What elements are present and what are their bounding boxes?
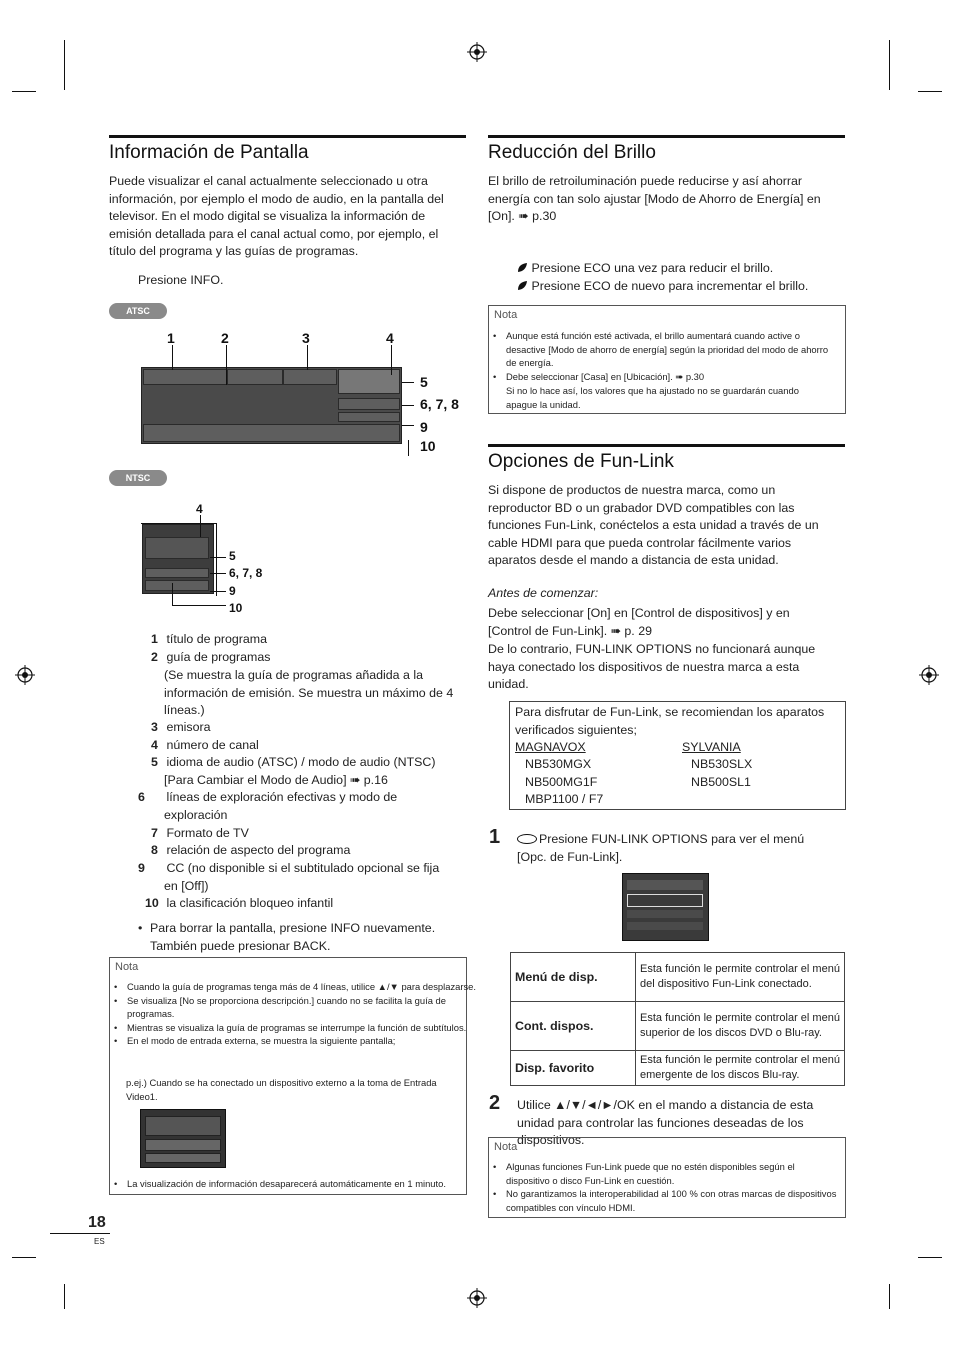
section-rule [488, 135, 845, 138]
brand-sylvania: SYLVANIA [682, 740, 741, 754]
model-item: NB530SLX [691, 757, 753, 771]
clear-screen-bullet: • Para borrar la pantalla, presione INFO nuevamente. También puede presionar BACK. [138, 921, 436, 953]
atsc-badge: ATSC [109, 303, 167, 319]
note-item: • Mientras se visualiza la guía de programas se interrumpe la función de subtítulos. [127, 1021, 477, 1035]
crop-mark [12, 1257, 36, 1258]
atsc-cc-cell [338, 412, 400, 422]
ntsc-audio-cell [145, 568, 209, 578]
note-title: Nota [115, 961, 139, 973]
note-item: • Aunque está función esté activada, el brillo aumentará cuando active o desactive [Modo de ahorro de energía] según la prioridad del modo de ahorro de energía. [506, 329, 841, 370]
note-item: • Algunas funciones Fun-Link puede que no estén disponibles según el dispositivo o disco Fun-Link en cuestión. [506, 1160, 841, 1187]
crop-mark [889, 40, 890, 90]
section-rule [109, 135, 466, 138]
step-1-number: 1 [489, 826, 501, 848]
atsc-guide-cell [227, 369, 283, 385]
info-note-box [109, 957, 476, 1195]
footer-rule [50, 1233, 110, 1234]
note-item-continued: Si no lo hace así, los valores que ha ajustado no se guardarán cuando apague la unidad. [506, 385, 799, 410]
list-item: 1 título de programa [151, 632, 268, 646]
crop-mark [64, 40, 65, 90]
list-item: 7 Formato de TV [151, 826, 249, 840]
crop-mark [918, 91, 942, 92]
model-item: NB530MGX [525, 757, 592, 771]
brillo-instruction-2: Presione ECO de nuevo para incrementar el brillo. [517, 278, 847, 296]
model-item: NB500MG1F [525, 775, 598, 789]
table-value: Esta función le permite controlar el menú superior de los discos DVD o Blu-ray. [636, 1002, 845, 1051]
ntsc-badge: NTSC [109, 470, 167, 486]
ntsc-label-5: 5 [229, 549, 236, 563]
ntsc-rating-cell [145, 580, 209, 591]
step-2-number: 2 [489, 1092, 501, 1114]
antes-text-2: De lo contrario, FUN-LINK OPTIONS no funcionará aunque haya conectado los dispositivos de nuestra marca a esta unidad. [488, 642, 816, 692]
atsc-title-cell [143, 369, 227, 385]
list-item: 3 emisora [151, 720, 211, 734]
table-row [511, 953, 845, 1002]
section-title-funlink: Opciones de Fun-Link [488, 451, 674, 472]
fun-link-icon [517, 834, 537, 844]
verified-devices-heading: Para disfrutar de Fun-Link, se recomiendan los aparatos verificados siguientes; [515, 705, 825, 737]
atsc-label-2: 2 [221, 330, 229, 346]
funlink-intro: Si dispone de productos de nuestra marca, como un reproductor BD o un grabador DVD compatibles con las funciones Fun-Link, conéctelos a esta unidad a través de un cable HDMI para que pueda controlar fácilmente varios aparatos desde el mando a distancia de esta unidad. [488, 483, 819, 568]
ntsc-label-10: 10 [229, 601, 243, 615]
atsc-label-3: 3 [302, 330, 310, 346]
brand-magnavox: MAGNAVOX [515, 740, 586, 754]
model-item: NB500SL1 [691, 775, 751, 789]
list-item: 4 número de canal [151, 738, 259, 752]
list-item: 9 CC (no disponible si el subtitulado opcional se fija en [Off]) [138, 861, 440, 893]
note-item: • En el modo de entrada externa, se muestra la siguiente pantalla; [127, 1034, 477, 1048]
section-rule [488, 444, 845, 447]
funlink-note-box [488, 1137, 846, 1218]
step-2-text: Utilice ▲/▼/◄/►/OK en el mando a distancia de esta unidad para controlar las funciones deseadas de los dispositivos. [517, 1098, 814, 1148]
atsc-rating-cell [143, 424, 400, 442]
note-example: p.ej.) Cuando se ha conectado un dispositivo externo a la toma de Entrada Video1. [126, 1077, 437, 1102]
table-value: Esta función le permite controlar el menú del dispositivo Fun-Link conectado. [636, 953, 845, 1002]
registration-mark-icon [467, 42, 487, 62]
ntsc-label-4: 4 [196, 502, 203, 516]
brillo-instruction-1: Presione ECO una vez para reducir el brillo. [517, 260, 847, 278]
registration-mark-icon [919, 665, 939, 685]
language-code: ES [94, 1237, 105, 1246]
note-item: • Debe seleccionar [Casa] en [Ubicación]. ➠ p.30 [506, 370, 841, 384]
antes-heading: Antes de comenzar: [488, 586, 599, 600]
note-title: Nota [494, 309, 518, 321]
page-number: 18 [88, 1214, 106, 1231]
verified-devices-box [509, 701, 846, 810]
note-item: • No garantizamos la interoperabilidad al 100 % con otras marcas de dispositivos compatibles con vínculo HDMI. [506, 1187, 841, 1214]
brillo-intro: El brillo de retroiluminación puede reducirse y así ahorrar energía con tan solo ajustar [Modo de Ahorro de Energía] en [On]. ➠ p.30 [488, 174, 821, 224]
atsc-label-678: 6, 7, 8 [420, 396, 459, 412]
external-input-screen [140, 1109, 226, 1168]
ntsc-label-678: 6, 7, 8 [229, 566, 263, 580]
list-item: 10 la clasificación bloqueo infantil [145, 896, 334, 910]
list-item: 6 líneas de exploración efectivas y modo de exploración [138, 790, 398, 822]
ntsc-channel-cell [145, 537, 209, 559]
note-item: • La visualización de información desaparecerá automáticamente en 1 minuto. [127, 1177, 477, 1191]
registration-mark-icon [467, 1288, 487, 1308]
section-title-brillo: Reducción del Brillo [488, 142, 656, 163]
list-item: (Se muestra la guía de programas añadida a la información de emisión. Se muestra un máximo de 4 líneas.) [164, 668, 454, 718]
eco-leaf-icon [517, 279, 528, 290]
atsc-audio-cell [338, 398, 400, 410]
atsc-label-9: 9 [420, 419, 428, 435]
atsc-label-5: 5 [420, 374, 428, 390]
brillo-note-box [488, 305, 846, 414]
list-item: 5 idioma de audio (ATSC) / modo de audio (NTSC) [151, 755, 436, 769]
list-item: 8 relación de aspecto del programa [151, 843, 351, 857]
note-item: • Cuando la guía de programas tenga más de 4 líneas, utilice ▲/▼ para desplazarse. [127, 980, 477, 994]
crop-mark [889, 1284, 890, 1309]
note-item: • Se visualiza [No se proporciona descripción.] cuando no se facilita la guía de programas. [127, 994, 477, 1021]
ntsc-label-9: 9 [229, 584, 236, 598]
table-value: Esta función le permite controlar el menú emergente de los discos Blu-ray. [636, 1051, 845, 1086]
atsc-label-4: 4 [386, 330, 394, 346]
model-item: MBP1100 / F7 [525, 792, 604, 806]
registration-mark-icon [15, 665, 35, 685]
crop-mark [64, 1284, 65, 1309]
pantalla-intro: Puede visualizar el canal actualmente seleccionado u otra información, por ejemplo el modo de audio, en la pantalla del televisor. En el modo digital se visualiza la información de emisión detallada para el canal actual como, por ejemplo, el título del programa y las guías de programas. [109, 174, 444, 259]
step-1-text: Presione FUN-LINK OPTIONS para ver el menú [Opc. de Fun-Link]. [517, 832, 805, 864]
atsc-label-10: 10 [420, 438, 436, 454]
table-key: Cont. dispos. [511, 1002, 636, 1051]
table-key: Disp. favorito [511, 1051, 636, 1086]
section-title-pantalla: Información de Pantalla [109, 142, 309, 163]
list-item: 2 guía de programas [151, 650, 271, 664]
note-title: Nota [494, 1141, 518, 1153]
eco-leaf-icon [517, 261, 528, 272]
table-row [511, 1051, 845, 1086]
table-row [511, 1002, 845, 1051]
list-item: [Para Cambiar el Modo de Audio] ➠ p.16 [164, 773, 388, 787]
antes-text-1: Debe seleccionar [On] en [Control de dispositivos] y en [Control de Fun-Link]. ➠ p. 29 [488, 606, 790, 638]
funlink-options-table [510, 952, 845, 1086]
table-key: Menú de disp. [511, 953, 636, 1002]
funlink-menu-screen [622, 873, 709, 941]
press-info-text: Presione INFO. [138, 273, 224, 287]
atsc-station-cell [283, 369, 337, 385]
atsc-label-1: 1 [167, 330, 175, 346]
crop-mark [12, 91, 36, 92]
crop-mark [918, 1257, 942, 1258]
